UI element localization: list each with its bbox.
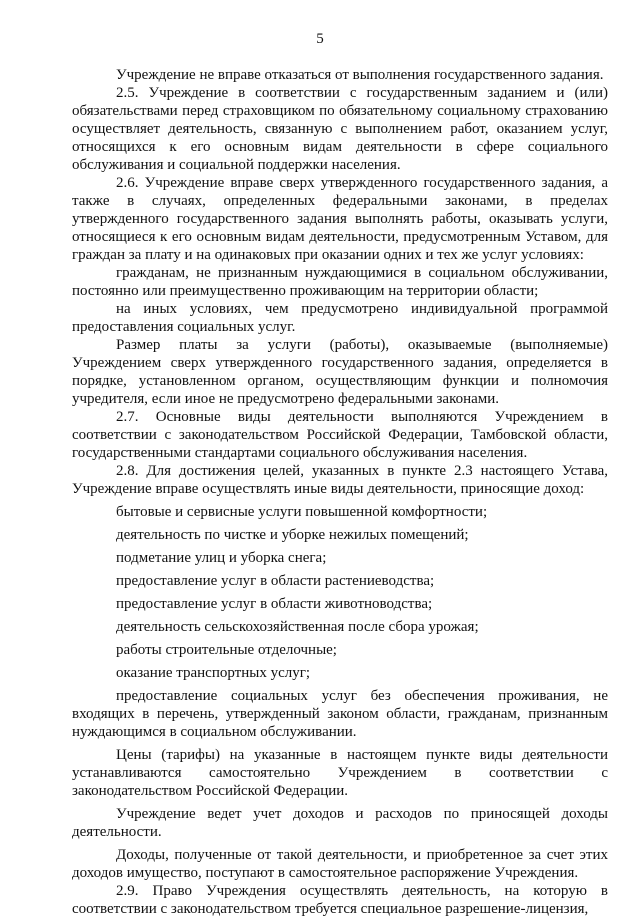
paragraph-2-6: 2.6. Учреждение вправе сверх утвержденного государственного задания, а также в случаях, определенных федеральными законами, в пределах утвержденного государственного задания выполнять работы, оказывать услуги, относящиеся к его основным видам деятельности, предусмотренным Уставом, для граждан за плату и на одинаковых при оказании одних и тех же услуг условиях: — [72, 175, 608, 263]
paragraph-2-8: 2.8. Для достижения целей, указанных в пункте 2.3 настоящего Устава, Учреждение вправе осуществлять иные виды деятельности, приносящие доход: — [72, 463, 608, 497]
paragraph-2-5: 2.5. Учреждение в соответствии с государственным заданием и (или) обязательствами перед страховщиком по обязательному социальному страхованию осуществляет деятельность, связанную с выполнением работ, оказанием услуг, относящихся к его основным видам деятельности в сфере социального обслуживания и социальной поддержки населения. — [72, 85, 608, 173]
page-number: 5 — [316, 31, 324, 47]
paragraph-2-7: 2.7. Основные виды деятельности выполняются Учреждением в соответствии с законодательством Российской Федерации, Тамбовской области, государственными стандартами социального обслуживания населения. — [72, 409, 608, 461]
paragraph-other-conditions: на иных условиях, чем предусмотрено индивидуальной программой предоставления социальных услуг. — [72, 301, 608, 335]
paragraph-2-9: 2.9. Право Учреждения осуществлять деятельность, на которую в соответствии с законодательством требуется специальное разрешение-лицензия, — [72, 883, 608, 917]
list-item: деятельность сельскохозяйственная после сбора урожая; — [116, 619, 479, 635]
paragraph-prices-tariffs: Цены (тарифы) на указанные в настоящем пункте виды деятельности устанавливаются самостоятельно Учреждением в соответствии с законодательством Российской Федерации. — [72, 747, 608, 799]
list-item: предоставление услуг в области растениеводства; — [116, 573, 435, 589]
paragraph-social-services-without-residence: предоставление социальных услуг без обеспечения проживания, не входящих в перечень, утвержденный законом области, гражданам, признанным нуждающимся в социальном обслуживании. — [72, 688, 608, 740]
document-body — [72, 66, 608, 918]
paragraph-fee-amount: Размер платы за услуги (работы), оказываемые (выполняемые) Учреждением сверх утвержденного государственного задания, определяется в порядке, установленном органом, осуществляющим функции и полномочия учредителя, если иное не предусмотрено федеральными законами. — [72, 337, 608, 407]
list-item: оказание транспортных услуг; — [116, 665, 311, 681]
list-item: предоставление услуг в области животноводства; — [116, 596, 433, 612]
list-item: работы строительные отделочные; — [116, 642, 337, 658]
list-item: бытовые и сервисные услуги повышенной комфортности; — [116, 504, 488, 520]
list-item: подметание улиц и уборка снега; — [116, 550, 327, 566]
paragraph-income-disposal: Доходы, полученные от такой деятельности, и приобретенное за счет этих доходов имущество, поступают в самостоятельное распоряжение Учреждения. — [72, 847, 608, 881]
list-item: деятельность по чистке и уборке нежилых помещений; — [116, 527, 469, 543]
paragraph-task-refusal: Учреждение не вправе отказаться от выполнения государственного задания. — [116, 67, 604, 83]
paragraph-citizens-not-in-need: гражданам, не признанным нуждающимися в социальном обслуживании, постоянно или преимущественно проживающим на территории области; — [72, 265, 608, 299]
paragraph-income-accounting: Учреждение ведет учет доходов и расходов по приносящей доходы деятельности. — [72, 806, 608, 840]
